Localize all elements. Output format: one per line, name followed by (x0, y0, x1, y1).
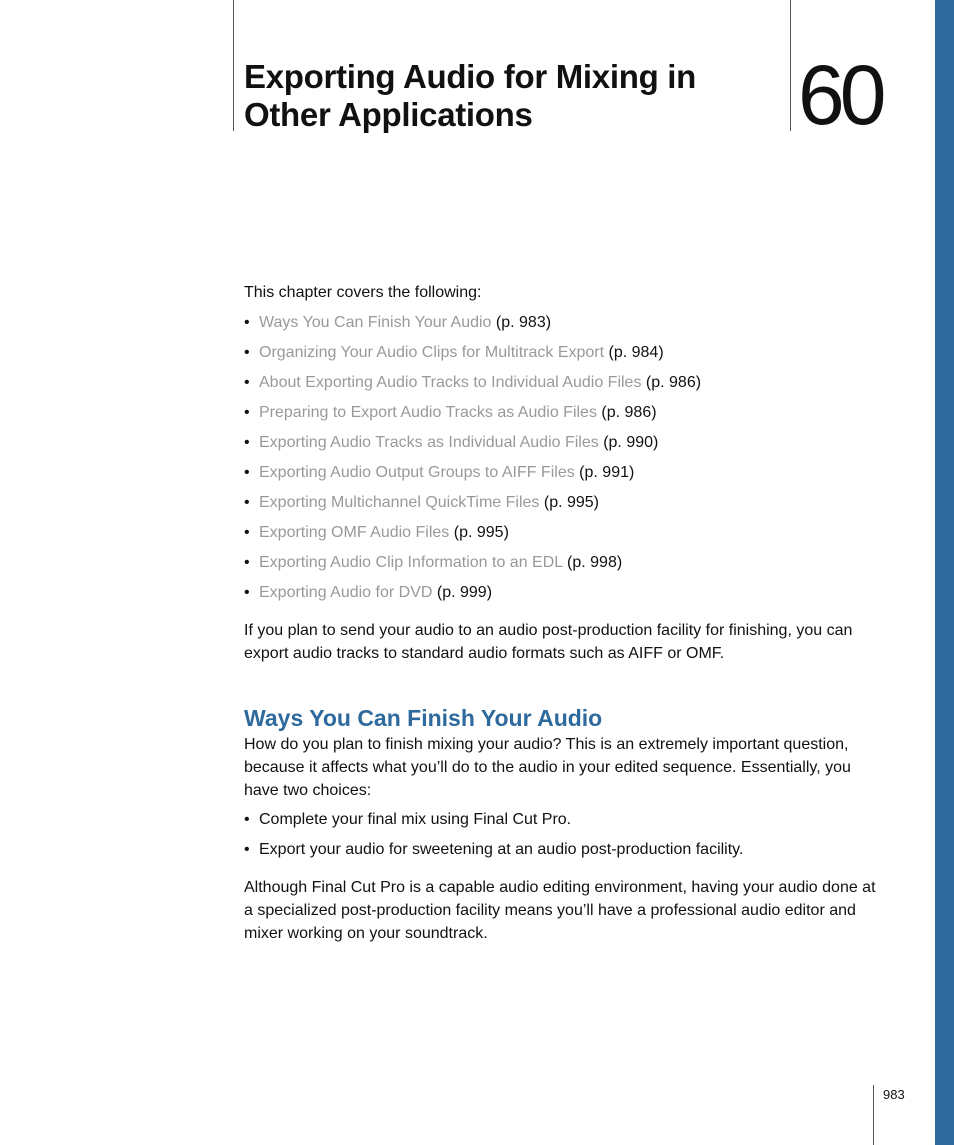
toc-item (244, 313, 701, 343)
closing-paragraph: Although Final Cut Pro is a capable audio editing environment, having your audio done at a specialized post-production facility means you’ll have a professional audio editor and mixer working on your soundtrack. (244, 879, 876, 942)
toc-link[interactable]: Ways You Can Finish Your Audio (259, 314, 492, 331)
chapter-contents-list (244, 313, 701, 613)
choices-list (244, 810, 743, 870)
chapter-title-line2: Other Applications (244, 96, 533, 133)
bullet-icon: • (244, 524, 250, 541)
bullet-icon: • (244, 314, 250, 331)
toc-item (244, 373, 701, 403)
toc-link[interactable]: Exporting OMF Audio Files (259, 524, 450, 541)
toc-link[interactable]: Exporting Audio for DVD (259, 584, 433, 601)
toc-page-ref: (p. 999) (436, 584, 493, 601)
toc-page-ref: (p. 998) (567, 554, 623, 571)
toc-page-ref: (p. 991) (579, 464, 635, 481)
list-item (244, 810, 743, 840)
toc-item (244, 523, 701, 553)
toc-link[interactable]: Exporting Audio Output Groups to AIFF Files (259, 464, 575, 481)
toc-link[interactable]: Organizing Your Audio Clips for Multitrack Export (259, 344, 605, 361)
choice-text: Export your audio for sweetening at an audio post-production facility. (259, 841, 744, 858)
toc-link[interactable]: Exporting Audio Clip Information to an EDL (259, 554, 563, 571)
section-heading: Ways You Can Finish Your Audio (244, 705, 603, 731)
bullet-icon: • (244, 841, 250, 858)
toc-item (244, 583, 701, 613)
bullet-icon: • (244, 434, 250, 451)
toc-item (244, 553, 701, 583)
bullet-icon: • (244, 344, 250, 361)
toc-link[interactable]: Exporting Audio Tracks as Individual Audio Files (259, 434, 599, 451)
chapter-title (244, 58, 764, 134)
bullet-icon: • (244, 554, 250, 571)
toc-link[interactable]: About Exporting Audio Tracks to Individual Audio Files (259, 374, 642, 391)
title-rule-right (790, 0, 791, 131)
intro-text: This chapter covers the following: (244, 284, 482, 301)
section-paragraph: How do you plan to finish mixing your audio? This is an extremely important question, because it affects what you’ll do to the audio in your edited sequence. Essentially, you have two choices: (244, 736, 851, 799)
toc-page-ref: (p. 995) (453, 524, 509, 541)
intro-paragraph: If you plan to send your audio to an audio post-production facility for finishing, you can export audio tracks to standard audio formats such as AIFF or OMF. (244, 622, 853, 662)
chapter-title-line1: Exporting Audio for Mixing in (244, 58, 697, 95)
toc-item (244, 403, 701, 433)
footer-rule (873, 1085, 874, 1145)
toc-page-ref: (p. 995) (543, 494, 599, 511)
title-rule-left (233, 0, 234, 131)
bullet-icon: • (244, 584, 250, 601)
toc-page-ref: (p. 986) (645, 374, 702, 391)
list-item (244, 840, 743, 870)
toc-item (244, 433, 701, 463)
page-number: 983 (883, 1087, 905, 1102)
bullet-icon: • (244, 494, 250, 511)
toc-item (244, 493, 701, 523)
bullet-icon: • (244, 811, 250, 828)
toc-link[interactable]: Preparing to Export Audio Tracks as Audio Files (259, 404, 597, 421)
toc-item (244, 463, 701, 493)
chapter-number: 60 (798, 48, 882, 142)
toc-item (244, 343, 701, 373)
toc-link[interactable]: Exporting Multichannel QuickTime Files (259, 494, 540, 511)
toc-page-ref: (p. 990) (603, 434, 659, 451)
toc-page-ref: (p. 986) (601, 404, 657, 421)
bullet-icon: • (244, 404, 250, 421)
toc-page-ref: (p. 984) (608, 344, 664, 361)
bullet-icon: • (244, 464, 250, 481)
choice-text: Complete your final mix using Final Cut Pro. (259, 811, 572, 828)
chapter-side-bar (935, 0, 954, 1145)
bullet-icon: • (244, 374, 250, 391)
toc-page-ref: (p. 983) (495, 314, 552, 331)
